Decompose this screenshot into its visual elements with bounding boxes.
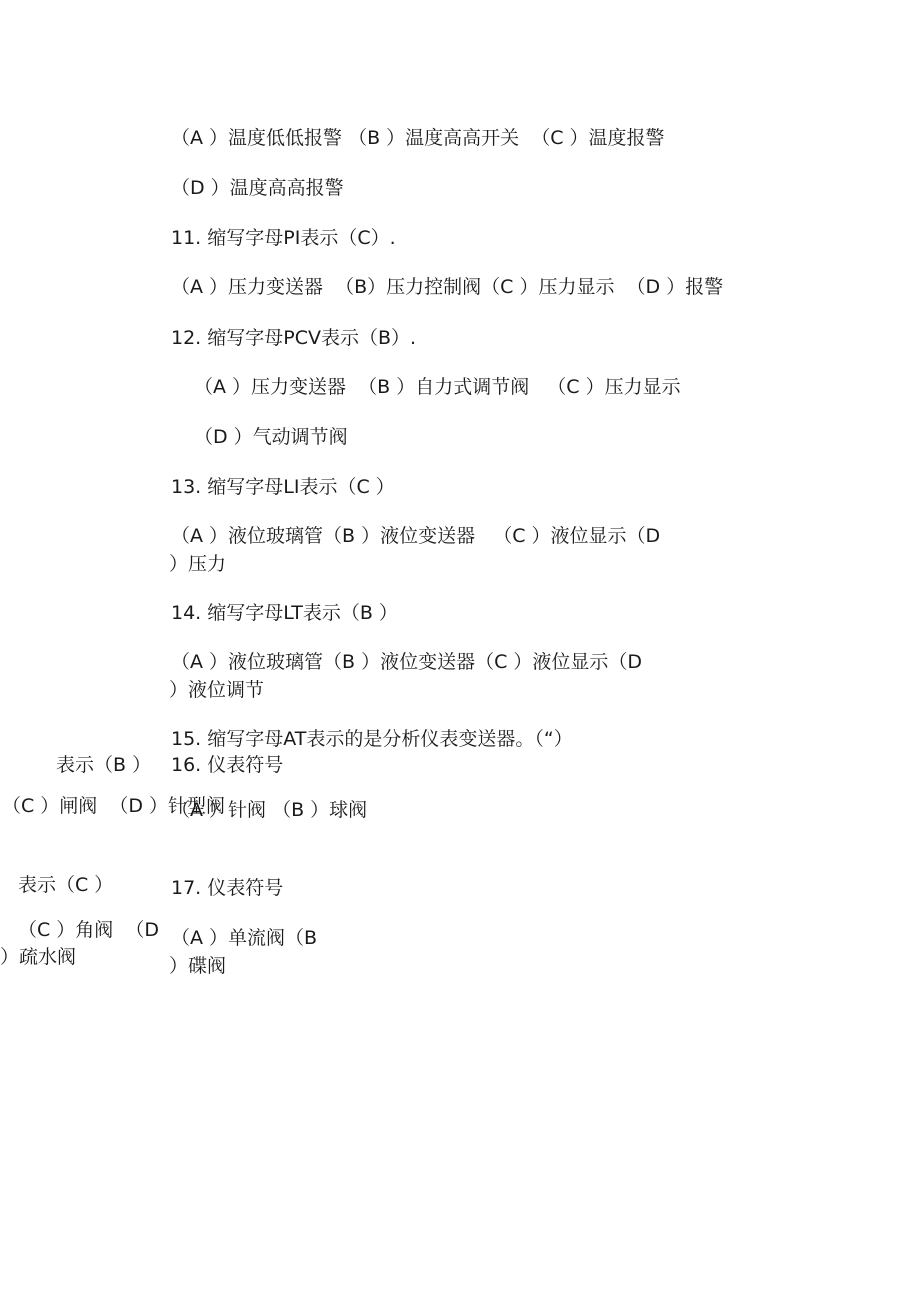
q16-stem: 16. 仪表符号 [171,754,284,776]
q17-options-ab-line2: ）碟阀 [169,955,227,977]
q16-options-ab: （A ）针阀 （B ）球阀 [171,799,368,821]
q16-answer: 表示（B ） [56,754,152,776]
q14-options-line1: （A ）液位玻璃管（B ）液位变送器（C ）液位显示（D [171,651,643,673]
q11-stem: 11. 缩写字母PI表示（C）. [171,227,396,249]
q17-options-cd-line1: （C ）角阀 （D [18,919,160,941]
q17-answer: 表示（C ） [18,874,114,896]
q13-options-line2: ）压力 [169,553,227,575]
q17-stem: 17. 仪表符号 [171,877,284,899]
q15-stem: 15. 缩写字母AT表示的是分析仪表变送器。（“） [171,728,573,750]
q12-option-d: （D ）气动调节阀 [194,426,348,448]
q14-options-line2: ）液位调节 [169,679,265,701]
q17-options-cd-line2: ）疏水阀 [0,946,77,968]
q13-stem: 13. 缩写字母LI表示（C ） [171,476,395,498]
q13-options-line1: （A ）液位玻璃管（B ）液位变送器 （C ）液位显示（D [171,525,661,547]
q16-options-cd: （C ）闸阀 （D ）针型阀 [2,795,226,817]
q14-stem: 14. 缩写字母LT表示（B ） [171,602,398,624]
q17-options-ab-line1: （A ）单流阀（B [171,927,318,949]
q12-options-abc: （A ）压力变送器 （B ）自力式调节阀 （C ）压力显示 [194,376,681,398]
q11-options: （A ）压力变送器 （B）压力控制阀（C ）压力显示 （D ）报警 [171,276,724,298]
q10-options-abc: （A ）温度低低报警 （B ）温度高高开关 （C ）温度报警 [171,127,665,149]
q12-stem: 12. 缩写字母PCV表示（B）. [171,327,417,349]
q10-option-d: （D ）温度高高报警 [171,177,344,199]
